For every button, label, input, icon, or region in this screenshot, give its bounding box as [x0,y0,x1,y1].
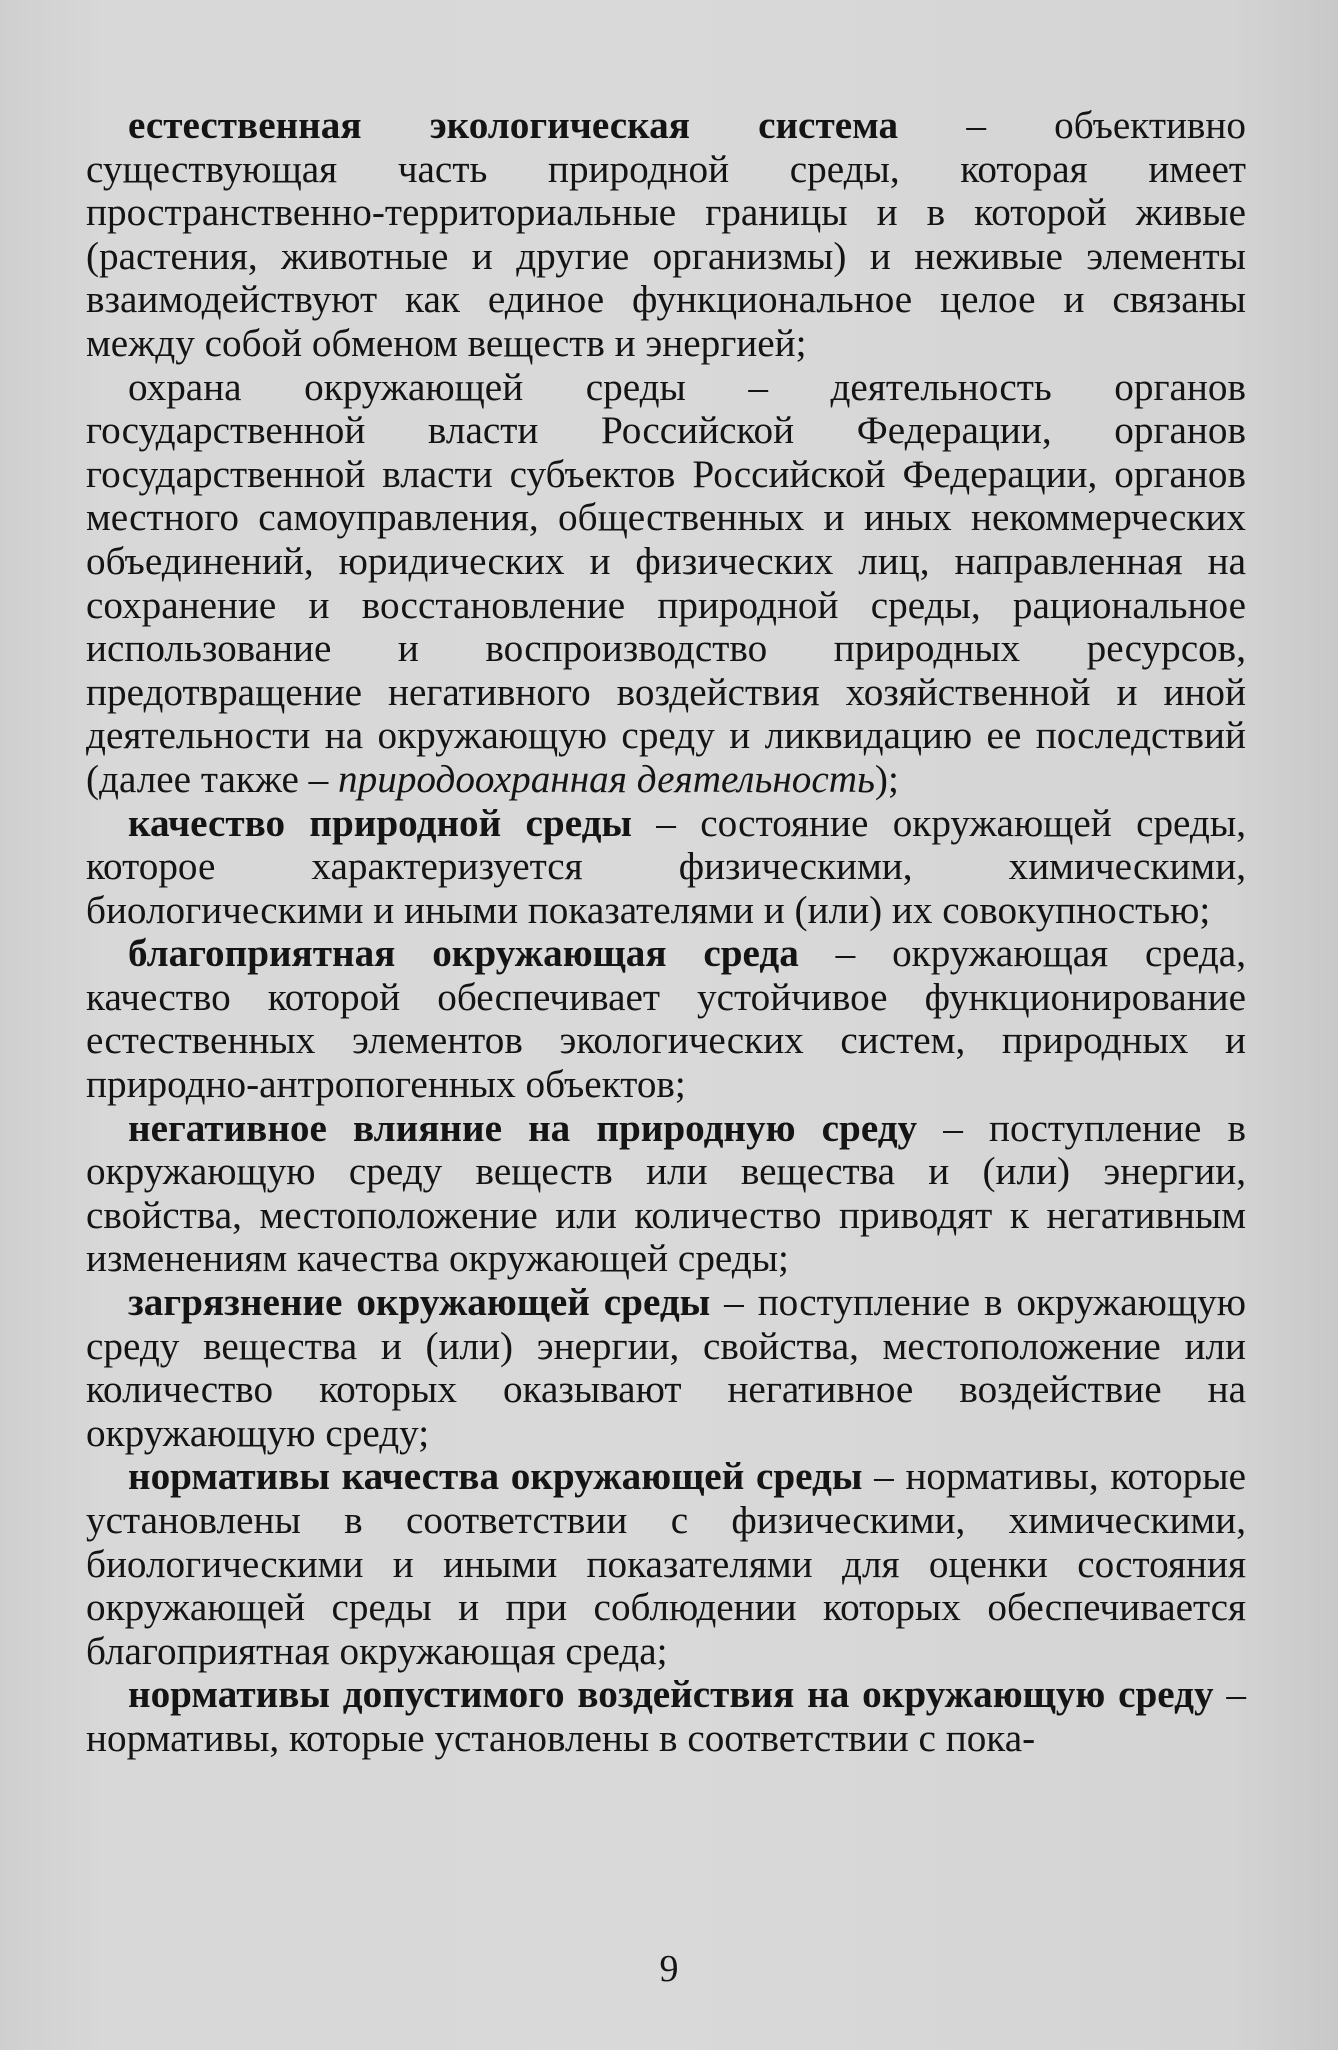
definition-text: – объективно существующая часть природной среды, которая имеет пространственно-территориальные границы и в которой живые (растения, животные и другие организмы) и неживые элементы взаимодействуют как единое функциональное целое и связаны между собой обменом веществ и энергией; [86,104,1246,365]
definition-term: благоприятная окружающая среда [128,932,799,976]
definition-text: – нормативы, которые установлены в соответствии с пока- [86,1673,1247,1760]
definition-paragraph-3 [86,802,1246,933]
definition-text: – нормативы, которые установлены в соответствии с физическими, химическими, биологическими и иными показателями для оценки состояния окружающей среды и при соблюдении которых обеспечивается благоприятная окружающая среда; [86,1455,1246,1673]
page-number: 9 [659,1948,679,1990]
definition-paragraph-1 [86,104,1246,366]
definition-term: естественная экологическая система [128,104,899,147]
definition-text: – поступление в окружающую среду веществ или вещества и (или) энергии, свойства, местоположение или количество приводят к негативным изменениям качества окружающей среды; [86,1106,1247,1281]
definition-text: – состояние окружающей среды, которое характеризуется физическими, химическими, биологическими и иными показателями и (или) их совокупностью; [86,801,1246,932]
definition-text-tail: ); [874,757,899,801]
definition-paragraph-2 [86,366,1246,802]
definition-paragraph-5 [86,1107,1246,1281]
page-body [86,104,1246,1761]
definition-term: негативное влияние на природную среду [128,1106,918,1150]
definition-text: – окружающая среда, качество которой обеспечивает устойчивое функционирование естественных элементов экологических систем, природных и природно-антропогенных объектов; [86,932,1246,1107]
definition-term: загрязнение окружающей среды [128,1281,711,1325]
definition-term: качество природной среды [128,801,632,845]
definition-paragraph-6 [86,1281,1246,1455]
definition-paragraph-7 [86,1455,1246,1673]
definition-text: охрана окружающей среды – деятельность органов государственной власти Российской Федерации, органов государственной власти субъектов Российской Федерации, органов местного самоуправления, общественных и иных некоммерческих объединений, юридических и физических лиц, направленная на сохранение и восстановление природной среды, рациональное использование и воспроизводство природных ресурсов, предотвращение негативного воздействия хозяйственной и иной деятельности на окружающую среду и ликвидацию ее последствий (далее также – [86,365,1246,801]
definition-italic-text: природоохранная деятельность [338,757,875,801]
definition-text: – поступление в окружающую среду вещества и (или) энергии, свойства, местоположение или количество которых оказывают негативное воздействие на окружающую среду; [86,1281,1246,1455]
definition-term: нормативы качества окружающей среды [128,1455,863,1499]
definition-paragraph-8 [86,1673,1246,1760]
definition-paragraph-4 [86,932,1246,1106]
definition-term: нормативы допустимого воздействия на окружающую среду [128,1673,1214,1717]
